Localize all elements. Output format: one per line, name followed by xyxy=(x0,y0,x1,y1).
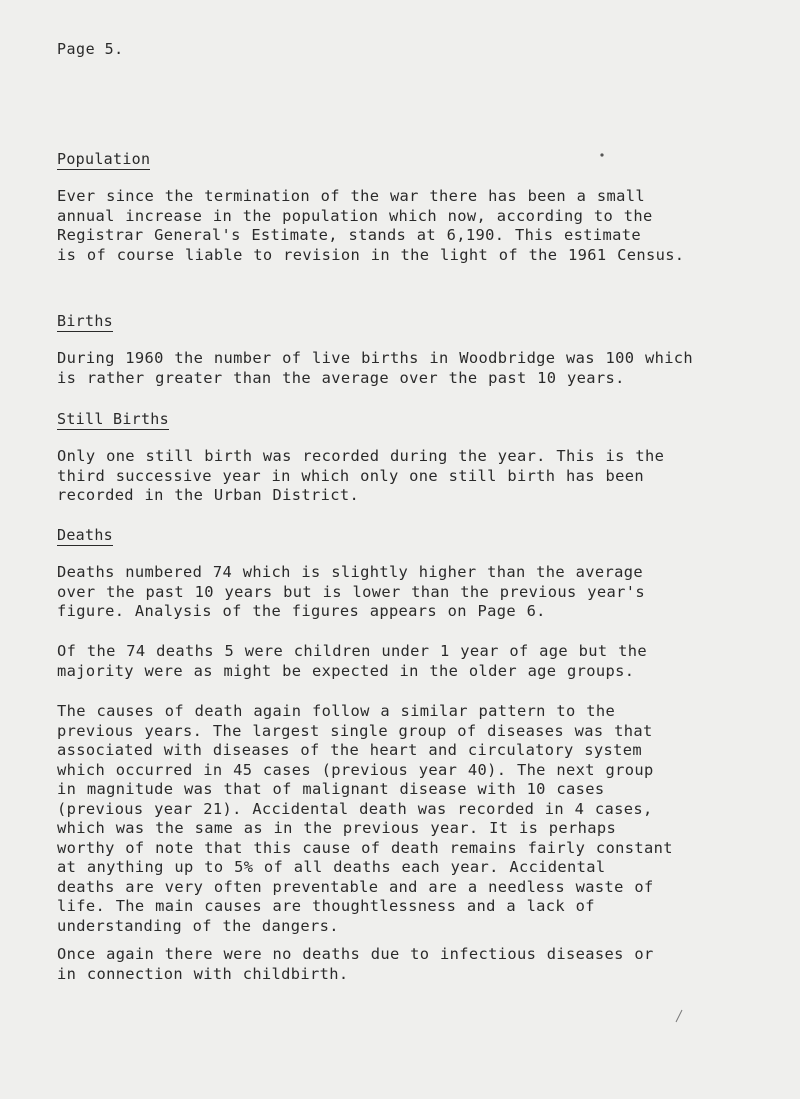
text-line: deaths are very often preventable and are a needless waste of xyxy=(57,877,654,896)
paragraph-births xyxy=(57,349,767,388)
text-line: in magnitude was that of malignant disease with 10 cases xyxy=(57,780,605,798)
text-line: associated with diseases of the heart and circulatory system xyxy=(57,741,642,759)
text-line: (previous year 21). Accidental death was recorded in 4 cases, xyxy=(57,799,653,818)
text-line: The causes of death again follow a similar pattern to the xyxy=(57,702,616,720)
text-line: During 1960 the number of live births in Woodbridge was 100 which xyxy=(57,349,694,367)
text-line: previous years. The largest single group of diseases was that xyxy=(57,721,653,740)
text-line: third successive year in which only one still birth has been xyxy=(57,466,644,485)
text-line: Only one still birth was recorded during the year. This is the xyxy=(57,447,665,465)
text-line: over the past 10 years but is lower than the previous year's xyxy=(57,582,645,601)
text-line: in connection with childbirth. xyxy=(57,964,349,983)
paragraph-deaths-3 xyxy=(57,702,767,936)
text-line: Ever since the termination of the war there has been a small xyxy=(57,187,645,205)
paragraph-deaths-2 xyxy=(57,642,767,681)
text-line: is of course liable to revision in the light of the 1961 Census. xyxy=(57,245,685,264)
scan-stroke xyxy=(676,1010,682,1022)
text-line: is rather greater than the average over the past 10 years. xyxy=(57,368,625,387)
page-number: Page 5. xyxy=(57,40,124,58)
heading-population: Population xyxy=(57,150,151,168)
text-line: life. The main causes are thoughtlessness and a lack of xyxy=(57,897,595,915)
text-line: which occurred in 45 cases (previous year 40). The next group xyxy=(57,760,654,779)
paragraph-still-births xyxy=(57,447,767,506)
text-line: understanding of the dangers. xyxy=(57,916,339,935)
text-line: worthy of note that this cause of death remains fairly constant xyxy=(57,838,673,857)
scan-speck xyxy=(600,153,603,156)
text-line: Registrar General's Estimate, stands at 6,190. This estimate xyxy=(57,226,641,244)
paragraph-population xyxy=(57,187,767,265)
paragraph-deaths-4 xyxy=(57,945,767,984)
text-line: figure. Analysis of the figures appears on Page 6. xyxy=(57,602,546,620)
heading-still-births: Still Births xyxy=(57,410,169,428)
text-line: majority were as might be expected in the older age groups. xyxy=(57,661,635,680)
text-line: recorded in the Urban District. xyxy=(57,486,360,504)
paragraph-deaths-1 xyxy=(57,563,767,622)
text-line: Once again there were no deaths due to infectious diseases or xyxy=(57,945,654,963)
text-line: which was the same as in the previous year. It is perhaps xyxy=(57,819,617,837)
text-line: Of the 74 deaths 5 were children under 1 year of age but the xyxy=(57,642,647,660)
text-line: annual increase in the population which now, according to the xyxy=(57,206,653,225)
text-line: Deaths numbered 74 which is slightly higher than the average xyxy=(57,563,643,581)
text-line: at anything up to 5% of all deaths each year. Accidental xyxy=(57,858,606,876)
heading-births: Births xyxy=(57,312,113,330)
heading-deaths: Deaths xyxy=(57,526,113,544)
